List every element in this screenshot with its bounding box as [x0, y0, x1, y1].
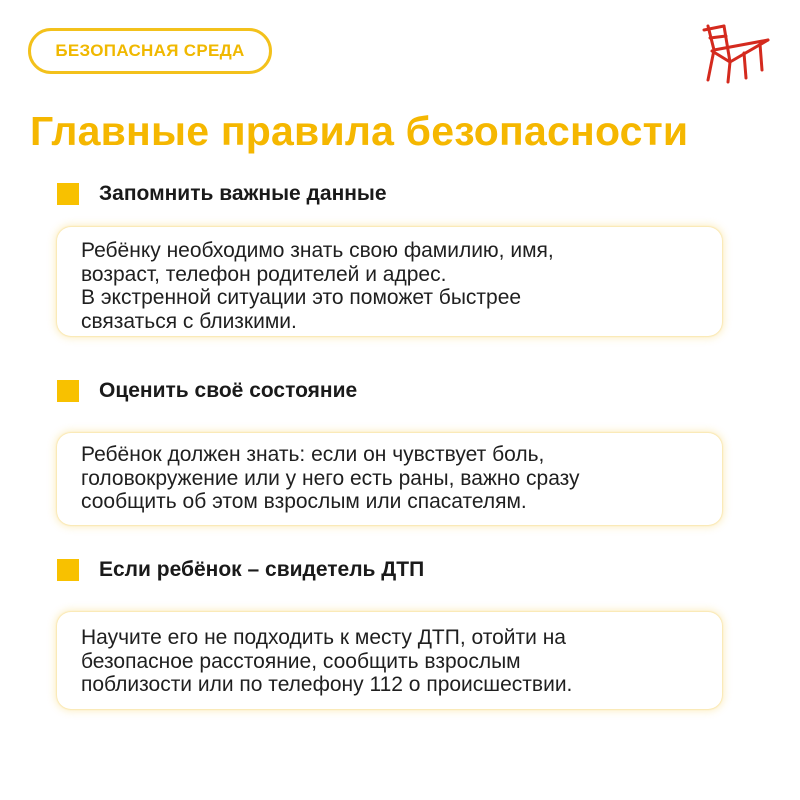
- page-title: Главные правила безопасности: [30, 108, 689, 154]
- rule-heading-text: Если ребёнок – свидетель ДТП: [99, 558, 425, 581]
- rule-line: поблизости или по телефону 112 о происшествии.: [81, 673, 573, 696]
- rule-heading-text: Оценить своё состояние: [99, 379, 358, 402]
- rule-line: В экстренной ситуации это поможет быстрее: [81, 286, 522, 309]
- rule-line: Научите его не подходить к месту ДТП, отойти на: [81, 626, 566, 649]
- rule-heading-1: [57, 179, 387, 209]
- section-badge-label: БЕЗОПАСНАЯ СРЕДА: [55, 41, 245, 60]
- rule-heading-text: Запомнить важные данные: [99, 182, 387, 205]
- rule-card-3: [57, 612, 722, 709]
- rule-heading-2: [57, 376, 357, 406]
- rule-line: Ребёнку необходимо знать свою фамилию, имя,: [81, 239, 554, 262]
- square-bullet-icon: [57, 380, 79, 402]
- rule-card-1: [57, 227, 722, 336]
- rule-line: связаться с близкими.: [81, 309, 297, 333]
- rule-line: головокружение или у него есть раны, важно сразу: [81, 466, 580, 490]
- chair-logo-icon: [700, 20, 772, 84]
- rule-heading-3: [57, 555, 424, 585]
- square-bullet-icon: [57, 559, 79, 581]
- rule-card-2: [57, 433, 722, 525]
- rule-line: возраст, телефон родителей и адрес.: [81, 262, 447, 286]
- section-badge: [28, 28, 272, 74]
- square-bullet-icon: [57, 183, 79, 205]
- rule-line: безопасное расстояние, сообщить взрослым: [81, 649, 521, 673]
- rule-line: Ребёнок должен знать: если он чувствует боль,: [81, 443, 545, 466]
- rule-line: сообщить об этом взрослым или спасателям.: [81, 490, 527, 513]
